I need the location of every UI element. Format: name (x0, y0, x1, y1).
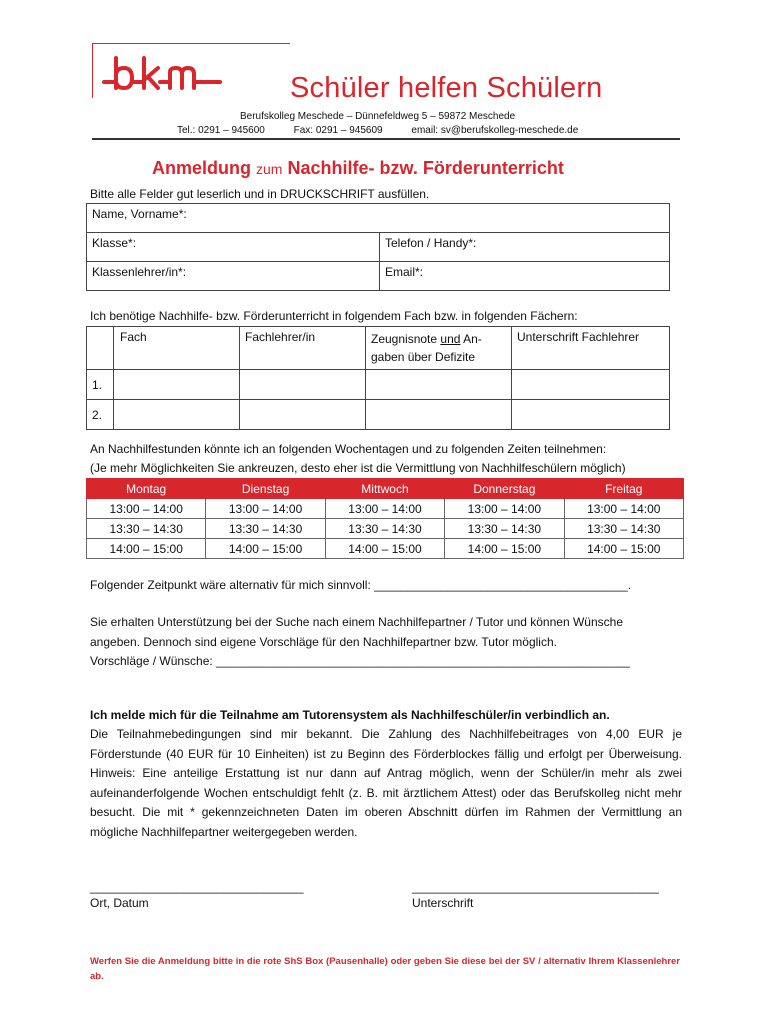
teacher-cell[interactable] (240, 400, 366, 430)
logo-frame-top (92, 43, 290, 44)
declaration-heading: Ich melde mich für die Teilnahme am Tutorensystem als Nachhilfeschüler/in verbindlich an. (90, 708, 610, 722)
signature-line[interactable]: _____________________________________ (412, 880, 659, 894)
signature-header: Unterschrift Fachlehrer (512, 327, 670, 370)
time-slot-option[interactable]: 13:00 – 14:00 (564, 499, 683, 519)
time-slot-option[interactable]: 13:00 – 14:00 (325, 499, 444, 519)
subject-cell[interactable] (114, 400, 240, 430)
row-number: 2. (87, 400, 114, 430)
time-slot-option[interactable]: 14:00 – 15:00 (206, 539, 325, 559)
wishes-field[interactable]: Vorschläge / Wünsche: ______________________________________________________________ (90, 654, 630, 668)
email-field[interactable]: Email*: (380, 262, 670, 291)
signature-cell[interactable] (512, 400, 670, 430)
email-address: email: sv@berufskolleg-meschede.de (411, 125, 579, 136)
form-title-part2: zum (256, 161, 283, 177)
time-slot-option[interactable]: 13:30 – 14:30 (445, 519, 564, 539)
subjects-intro: Ich benötige Nachhilfe- bzw. Förderunterricht in folgendem Fach bzw. in folgenden Fächern: (90, 309, 578, 323)
time-slot-option[interactable]: 13:30 – 14:30 (325, 519, 444, 539)
fax-number: Fax: 0291 – 945609 (293, 125, 383, 136)
time-slot-option[interactable]: 13:30 – 14:30 (87, 519, 206, 539)
declaration-text: Die Teilnahmebedingungen sind mir bekannt. Die Zahlung des Nachhilfebeitrages von 4,00 EUR je Förderstunde (40 EUR für 10 Einheiten) ist zu Beginn des Förderblockes fällig und erfolgt per Überweisung. Hinweis: Eine anteilige Erstattung ist nur dann auf Antrag möglich, wenn der Schüler/in mehr als zwei aufeinanderfolgende Wochen entschuldigt fehlt (z. B. mit ärztlichem Attest) oder das Berufskolleg nicht mehr besucht. Die mit * gekennzeichneten Daten im oberen Abschnitt dürfen im Rahmen der Vermittlung an mögliche Nachhilfepartner weitergegeben werden. (90, 727, 682, 839)
signature-label: Unterschrift (412, 896, 474, 910)
day-header: Montag (87, 479, 206, 499)
phone-number: Tel.: 0291 – 945600 (177, 125, 265, 136)
subject-header: Fach (114, 327, 240, 370)
subject-cell[interactable] (114, 370, 240, 400)
time-slot-option[interactable]: 13:00 – 14:00 (445, 499, 564, 519)
form-title (152, 158, 564, 179)
time-slot-option[interactable]: 14:00 – 15:00 (87, 539, 206, 559)
form-title-part1: Anmeldung (152, 158, 251, 178)
class-field[interactable]: Klasse*: (87, 233, 380, 262)
time-slot-option[interactable]: 14:00 – 15:00 (445, 539, 564, 559)
row-number: 1. (87, 370, 114, 400)
alternative-time-field[interactable]: Folgender Zeitpunkt wäre alternativ für mich sinnvoll: ______________________________________. (90, 578, 632, 592)
time-slot-option[interactable]: 14:00 – 15:00 (325, 539, 444, 559)
contact-line (177, 125, 578, 136)
class-teacher-field[interactable]: Klassenlehrer/in*: (87, 262, 380, 291)
school-address: Berufskolleg Meschede – Dünnefeldweg 5 – 59872 Meschede (240, 111, 516, 122)
time-slot-option[interactable]: 13:30 – 14:30 (206, 519, 325, 539)
day-header: Freitag (564, 479, 683, 499)
form-title-part3: Nachhilfe- bzw. Förderunterricht (287, 158, 564, 178)
instruction-text: Bitte alle Felder gut leserlich und in DRUCKSCHRIFT ausfüllen. (90, 187, 430, 201)
time-slot-option[interactable]: 13:00 – 14:00 (206, 499, 325, 519)
grade-header: Zeugnisnote und An- gaben über Defizite (366, 327, 512, 370)
support-text-line2: angeben. Dennoch sind eigene Vorschläge für den Nachhilfepartner bzw. Tutor möglich. (90, 635, 557, 649)
header-divider (92, 138, 680, 140)
phone-field[interactable]: Telefon / Handy*: (380, 233, 670, 262)
subjects-table (86, 326, 670, 430)
place-date-line[interactable]: ________________________________ (90, 880, 304, 894)
row-number-header (87, 327, 114, 370)
bkm-logo (100, 50, 230, 102)
time-slot-option[interactable]: 13:30 – 14:30 (564, 519, 683, 539)
place-date-label: Ort, Datum (90, 896, 149, 910)
logo-frame-left (92, 43, 93, 98)
day-header: Donnerstag (445, 479, 564, 499)
footer-note: Werfen Sie die Anmeldung bitte in die rote ShS Box (Pausenhalle) oder geben Sie diese bei der SV / alternativ Ihrem Klassenlehrer ab. (90, 956, 680, 982)
support-text-line1: Sie erhalten Unterstützung bei der Suche nach einem Nachhilfepartner / Tutor und können Wünsche (90, 615, 623, 629)
teacher-cell[interactable] (240, 370, 366, 400)
grade-cell[interactable] (366, 370, 512, 400)
schedule-table (86, 478, 684, 559)
schedule-note: (Je mehr Möglichkeiten Sie ankreuzen, desto eher ist die Vermittlung von Nachhilfeschülern möglich) (90, 461, 626, 475)
day-header: Mittwoch (325, 479, 444, 499)
day-header: Dienstag (206, 479, 325, 499)
time-slot-option[interactable]: 13:00 – 14:00 (87, 499, 206, 519)
page-title: Schüler helfen Schülern (290, 72, 603, 104)
name-field[interactable]: Name, Vorname*: (87, 204, 670, 233)
signature-cell[interactable] (512, 370, 670, 400)
time-slot-option[interactable]: 14:00 – 15:00 (564, 539, 683, 559)
grade-cell[interactable] (366, 400, 512, 430)
teacher-header: Fachlehrer/in (240, 327, 366, 370)
personal-info-table (86, 203, 670, 291)
schedule-intro: An Nachhilfestunden könnte ich an folgenden Wochentagen und zu folgenden Zeiten teilnehmen: (90, 442, 607, 456)
